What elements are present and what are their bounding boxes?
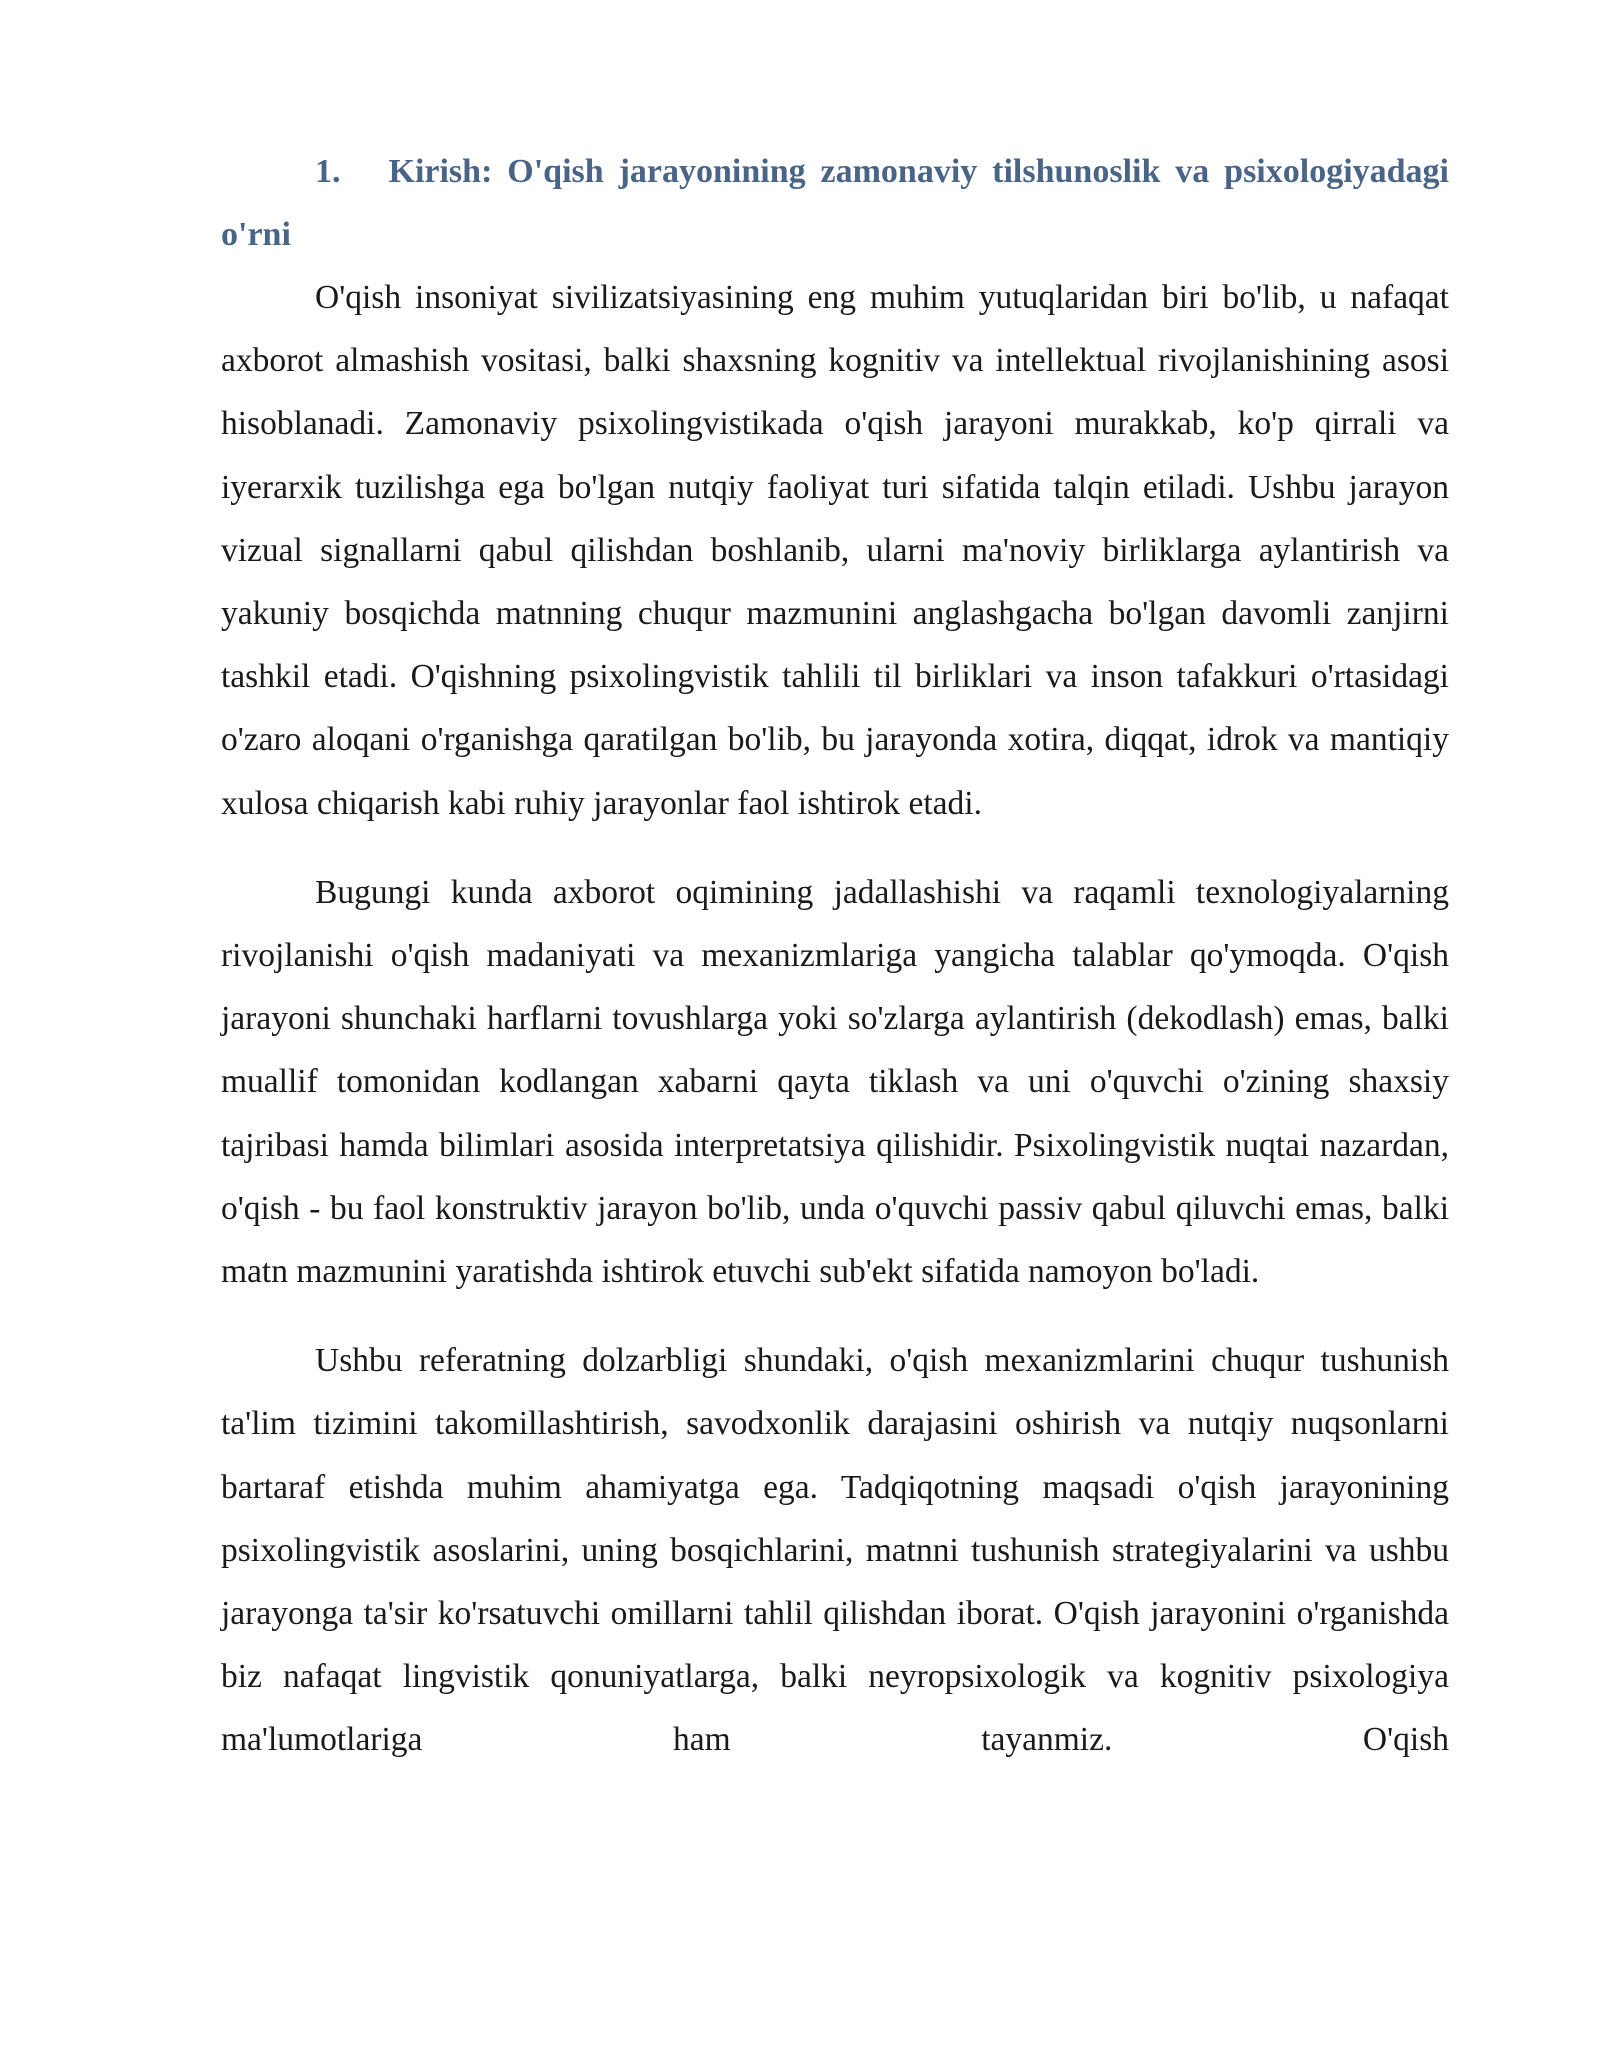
document-page bbox=[221, 140, 1449, 1772]
section-heading bbox=[221, 140, 1449, 266]
paragraph-1: O'qish insoniyat sivilizatsiyasining eng muhim yutuqlaridan biri bo'lib, u nafaqat axborot almashish vositasi, balki shaxsning kognitiv va intellektual rivojlanishining asosi hisoblanadi. Zamonaviy psixolingvistikada o'qish jarayoni murakkab, ko'p qirrali va iyerarxik tuzilishga ega bo'lgan nutqiy faoliyat turi sifatida talqin etiladi. Ushbu jarayon vizual signallarni qabul qilishdan boshlanib, ularni ma'noviy birliklarga aylantirish va yakuniy bosqichda matnning chuqur mazmunini anglashgacha bo'lgan davomli zanjirni tashkil etadi. O'qishning psixolingvistik tahlili til birliklari va inson tafakkuri o'rtasidagi o'zaro aloqani o'rganishga qaratilgan bo'lib, bu jarayonda xotira, diqqat, idrok va mantiqiy xulosa chiqarish kabi ruhiy jarayonlar faol ishtirok etadi. bbox=[221, 279, 1449, 822]
section-number: 1. bbox=[315, 153, 341, 190]
paragraph-3: Ushbu referatning dolzarbligi shundaki, o'qish mexanizmlarini chuqur tushunish ta'lim tizimini takomillashtirish, savodxonlik darajasini oshirish va nutqiy nuqsonlarni bartaraf etishda muhim ahamiyatga ega. Tadqiqotning maqsadi o'qish jarayonining psixolingvistik asoslarini, uning bosqichlarini, matnni tushunish strategiyalarini va ushbu jarayonga ta'sir ko'rsatuvchi omillarni tahlil qilishdan iborat. O'qish jarayonini o'rganishda biz nafaqat lingvistik qonuniyatlarga, balki neyropsixologik va kognitiv psixologiya ma'lumotlariga ham tayanmiz. O'qish bbox=[221, 1342, 1449, 1759]
paragraph-2: Bugungi kunda axborot oqimining jadallashishi va raqamli texnologiyalarning rivojlanishi o'qish madaniyati va mexanizmlariga yangicha talablar qo'ymoqda. O'qish jarayoni shunchaki harflarni tovushlarga yoki so'zlarga aylantirish (dekodlash) emas, balki muallif tomonidan kodlangan xabarni qayta tiklash va uni o'quvchi o'zining shaxsiy tajribasi hamda bilimlari asosida interpretatsiya qilishidir. Psixolingvistik nuqtai nazardan, o'qish - bu faol konstruktiv jarayon bo'lib, unda o'quvchi passiv qabul qiluvchi emas, balki matn mazmunini yaratishda ishtirok etuvchi sub'ekt sifatida namoyon bo'ladi. bbox=[221, 873, 1449, 1291]
section-title: Kirish: O'qish jarayonining zamonaviy tilshunoslik va psixologiyadagi o'rni bbox=[221, 153, 1449, 253]
